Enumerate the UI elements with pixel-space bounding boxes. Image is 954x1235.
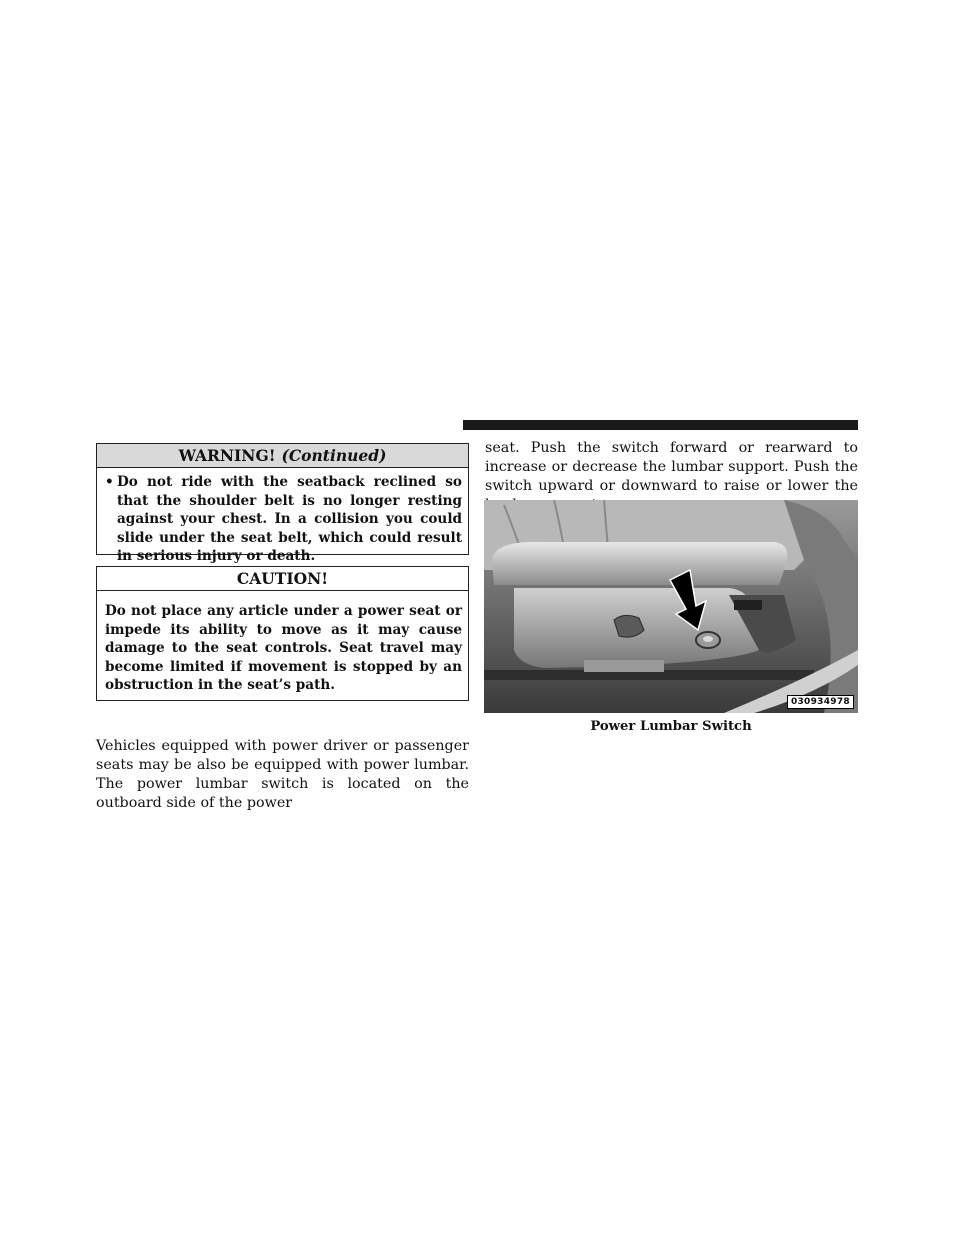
figure-caption: Power Lumbar Switch: [590, 719, 752, 734]
caution-text: Do not place any article under a power seat or impede its ability to move as it may cause damage to the seat controls. Seat travel may become limited if movement is stopped by an obstruction in the seat’s path.: [105, 603, 462, 693]
caution-header: [97, 567, 468, 591]
header-rule: [463, 420, 858, 430]
seat-photo: [484, 500, 858, 713]
caution-box: [96, 566, 469, 701]
body-paragraph-right: seat. Push the switch forward or rearward to increase or decrease the lumbar support. Push the switch upward or downward to raise or lower the: [485, 440, 858, 494]
warning-box: [96, 443, 469, 564]
warning-continued: (Continued): [281, 446, 387, 465]
caution-body: [97, 591, 468, 695]
warning-body: [97, 468, 468, 566]
figure-code: 030934978: [787, 695, 854, 709]
warning-text: Do not ride with the seatback reclined so that the shoulder belt is no longer resting against your chest. In a collision you could slide under the seat belt, which could result in serious injury or death.: [117, 474, 462, 564]
warning-title: WARNING!: [178, 446, 276, 465]
bullet-icon: •: [105, 474, 114, 490]
warning-header: [97, 444, 468, 468]
caution-title: CAUTION!: [236, 569, 329, 588]
body-paragraph-left: Vehicles equipped with power driver or passenger seats may be also be equipped with power lumbar. The power lumbar switch is located on the outboard side of the power: [96, 738, 469, 811]
seat-illustration: [484, 500, 858, 713]
